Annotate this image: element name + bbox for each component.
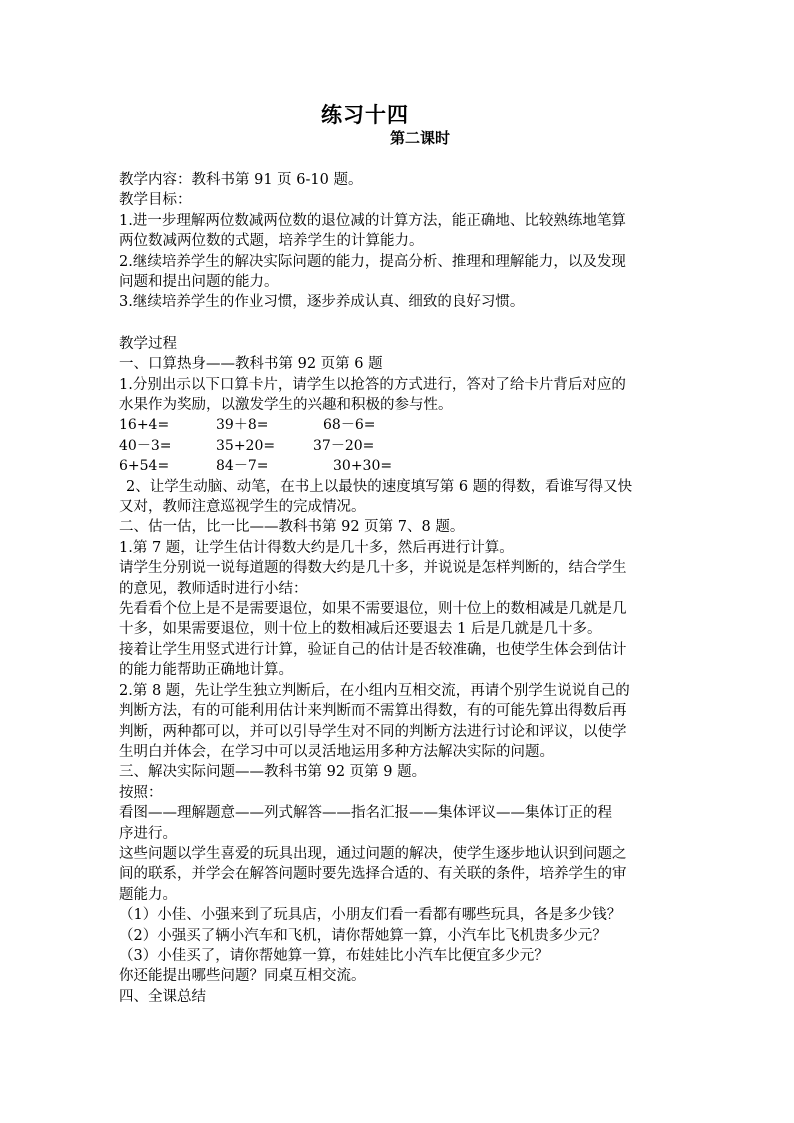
section2-line: 2.第 8 题，先让学生独立判断后，在小组内互相交流，再请个别学生说说自己的 (119, 682, 630, 699)
section2-line: 先看看个位上是不是需要退位，如果不需要退位，则十位上的数相减是几就是几 (119, 601, 627, 618)
process-heading: 教学过程 (119, 335, 177, 352)
section3-line: （3）小佳买了，请你帮她算一算，布娃娃比小汽车比便宜多少元？ (119, 947, 549, 964)
section2-line: 判断方法，有的可能利用估计来判断而不需算出得数，有的可能先算出得数后再 (119, 703, 627, 720)
section1-heading: 一、口算热身——教科书第 92 页第 6 题 (119, 356, 383, 373)
section2-line: 判断，两种都可以，并可以引导学生对不同的判断方法进行讨论和评议，以使学 (119, 723, 627, 740)
section2-line: 的意见，教师适时进行小结： (119, 580, 308, 597)
objective-line: 2.继续培养学生的解决实际问题的能力，提高分析、推理和理解能力，以及发现 (119, 253, 626, 270)
arithmetic-cell: 30+30= (333, 458, 393, 475)
spacer (119, 313, 684, 334)
document-page (119, 102, 684, 1007)
section3-line: 看图——理解题意——列式解答——指名汇报——集体评议——集体订正的程 (119, 805, 612, 822)
arithmetic-cell: 68－6= (323, 417, 376, 434)
objective-line: 1.进一步理解两位数减两位数的退位减的计算方法，能正确地、比较熟练地笔算 (119, 212, 626, 229)
section2-line: 的能力能帮助正确地计算。 (119, 662, 293, 679)
section3-line: 这些问题以学生喜爱的玩具出现，通过问题的解决，使学生逐步地认识到问题之 (119, 845, 627, 862)
objective-line: 3.继续培养学生的作业习惯，逐步养成认真、细致的良好习惯。 (119, 294, 525, 311)
objectives-heading: 教学目标： (119, 192, 192, 209)
section2-heading: 二、估一估，比一比——教科书第 92 页第 7、8 题。 (119, 519, 465, 536)
page-title: 练习十四 (321, 102, 409, 127)
section3-line: 你还能提出哪些问题？同桌互相交流。 (119, 968, 366, 985)
section2-line: 十多，如果需要退位，则十位上的数相减后还要退去 1 后是几就是几十多。 (119, 621, 602, 638)
section2-line: 1.第 7 题，让学生估计得数大约是几十多，然后再进行计算。 (119, 539, 514, 556)
section3-line: 序进行。 (119, 825, 177, 842)
arithmetic-cell: 37－20= (313, 437, 375, 454)
section3-line: 按照： (119, 784, 163, 801)
section3-line: 题能力。 (119, 886, 177, 903)
section2-line: 生明白并体会，在学习中可以灵活地运用多种方法解决实际的问题。 (119, 743, 554, 760)
section3-line: （1）小佳、小强来到了玩具店，小朋友们看一看都有哪些玩具，各是多少钱？ (119, 907, 622, 924)
arithmetic-cell: 16+4= (119, 417, 170, 434)
section1-line: 2、让学生动脑、动笔，在书上以最快的速度填写第 6 题的得数，看谁写得又快 (126, 478, 633, 495)
arithmetic-cell: 39＋8= (216, 417, 269, 434)
page-subtitle: 第二课时 (390, 129, 451, 147)
section1-line: 水果作为奖励，以激发学生的兴趣和积极的参与性。 (119, 397, 453, 414)
section4-heading: 四、全课总结 (119, 988, 206, 1005)
content-line: 教学内容：教科书第 91 页 6-10 题。 (119, 172, 363, 188)
objective-line: 问题和提出问题的能力。 (119, 274, 279, 291)
objective-line: 两位数减两位数的式题，培养学生的计算能力。 (119, 233, 424, 250)
section2-line: 接着让学生用竖式进行计算，验证自己的估计是否较准确，也使学生体会到估计 (119, 641, 627, 658)
arithmetic-cell: 84－7= (216, 458, 269, 475)
arithmetic-row (119, 436, 684, 456)
section2-line: 请学生分别说一说每道题的得数大约是几十多，并说说是怎样判断的，结合学生 (119, 560, 627, 577)
arithmetic-row (119, 456, 684, 476)
section1-line: 又对，教师注意巡视学生的完成情况。 (119, 499, 366, 516)
section3-line: 间的联系，并学会在解答问题时要先选择合适的、有关联的条件，培养学生的审 (119, 866, 627, 883)
arithmetic-cell: 6+54= (119, 458, 170, 475)
spacer (119, 148, 684, 170)
section3-heading: 三、解决实际问题——教科书第 92 页第 9 题。 (119, 764, 427, 781)
section3-line: （2）小强买了辆小汽车和飞机，请你帮她算一算，小汽车比飞机贵多少元？ (119, 927, 607, 944)
arithmetic-cell: 40－3= (119, 437, 172, 454)
arithmetic-row (119, 415, 684, 435)
section1-line: 1.分别出示以下口算卡片，请学生以抢答的方式进行，答对了给卡片背后对应的 (119, 376, 626, 393)
arithmetic-cell: 35+20= (216, 437, 276, 454)
